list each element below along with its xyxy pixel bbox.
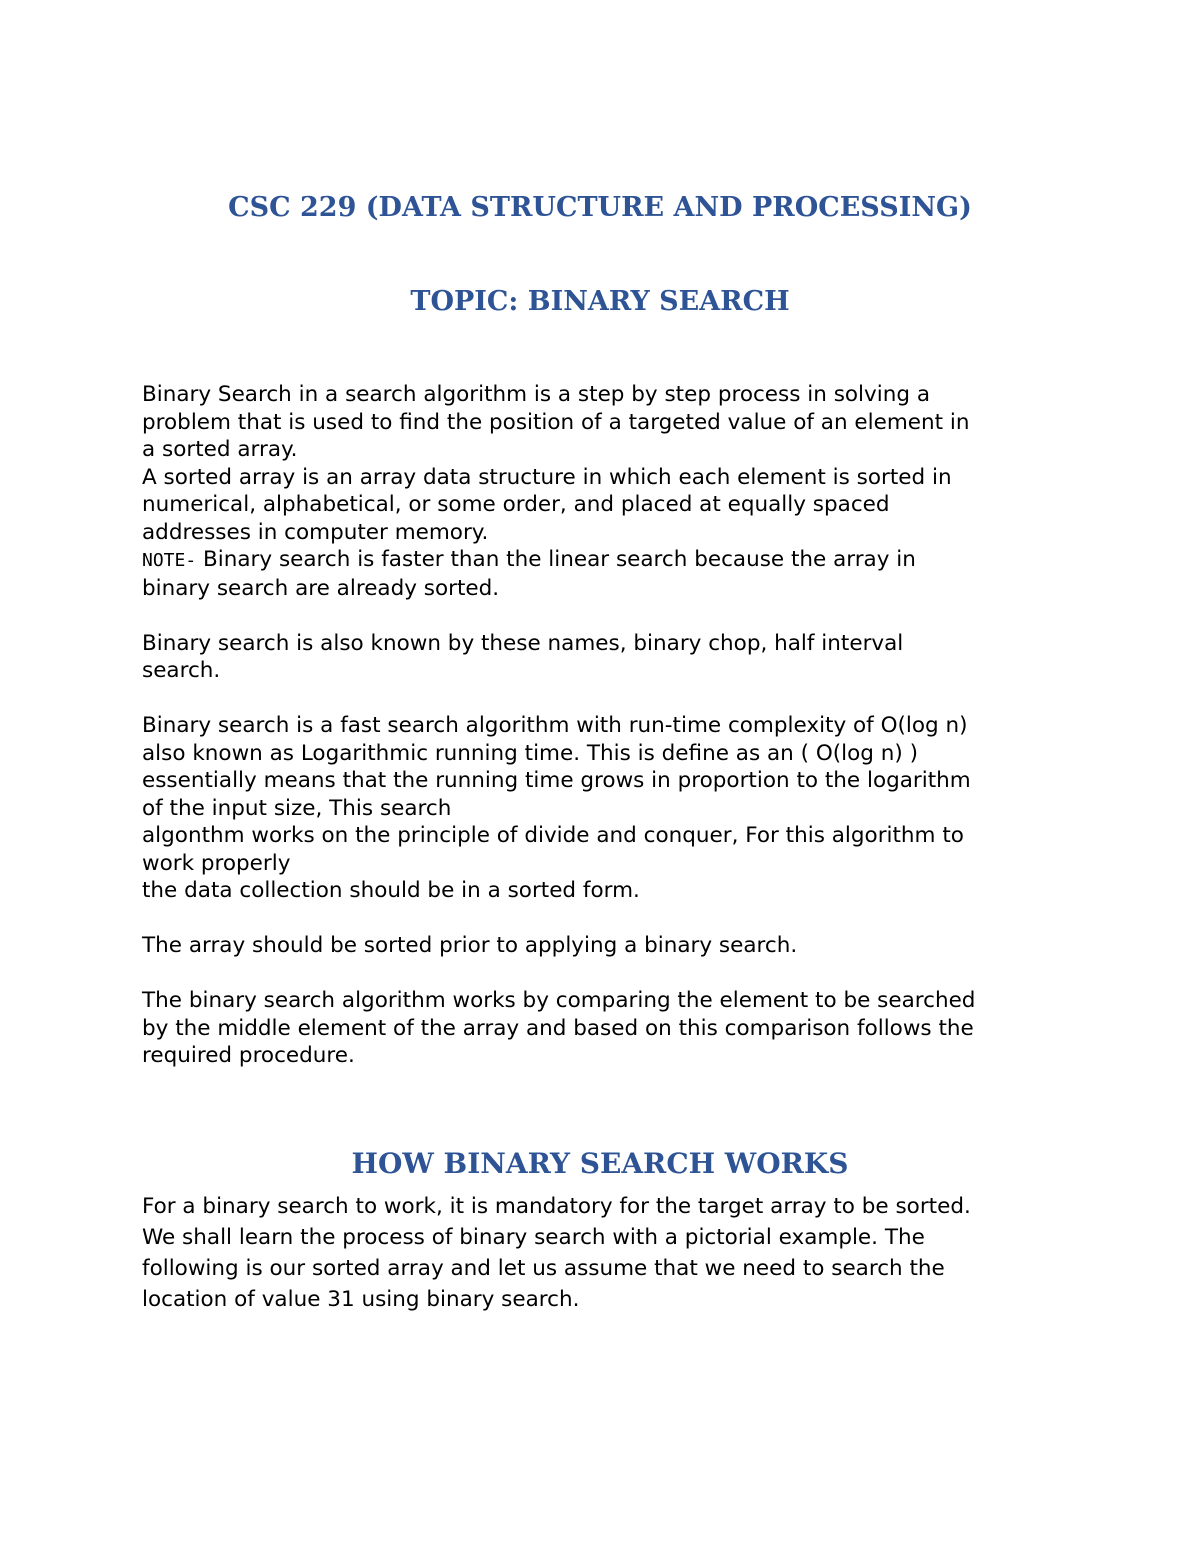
how-line: For a binary search to work, it is mandatory for the target array to be sorted. [142,1194,971,1219]
how-line: following is our sorted array and let us assume that we need to search the [142,1256,945,1281]
how-it-works-title: HOW BINARY SEARCH WORKS [351,1147,849,1180]
note-text: Binary search is faster than the linear search because the array in [196,547,916,572]
how-line: We shall learn the process of binary search with a pictorial example. The [142,1225,925,1250]
names-line: search. [142,658,221,683]
course-title: CSC 229 (DATA STRUCTURE AND PROCESSING) [228,192,972,223]
complexity-line: algonthm works on the principle of divide and conquer, For this algorithm to [142,823,964,848]
body-section-how [142,1191,1082,1315]
complexity-line: work properly [142,850,291,876]
note-label: NOTE- [142,550,197,571]
intro-line: a sorted array. [142,437,298,462]
intro-line: Binary Search in a search algorithm is a step by step process in solving a [142,382,931,407]
sorted-line: The array should be sorted prior to applying a binary search. [142,933,798,958]
complexity-line: of the input size, This search [142,795,452,821]
intro-line: problem that is used to find the position of a targeted value of an element in [142,409,970,435]
complexity-line: Binary search is a fast search algorithm with run-time complexity of O(log n) [142,713,968,738]
intro-line: addresses in computer memory. [142,519,489,545]
complexity-line: essentially means that the running time grows in proportion to the logarithm [142,768,971,793]
comparison-line: by the middle element of the array and based on this comparison follows the [142,1015,974,1041]
topic-title: TOPIC: BINARY SEARCH [410,286,790,317]
complexity-line: the data collection should be in a sorted form. [142,878,640,903]
body-section-intro [142,381,1082,1070]
how-line: location of value 31 using binary search. [142,1287,580,1312]
note-line [142,546,1082,575]
names-line: Binary search is also known by these names, binary chop, half interval [142,630,904,656]
intro-line: numerical, alphabetical, or some order, and placed at equally spaced [142,492,890,517]
note-line: binary search are already sorted. [142,575,500,601]
complexity-line: also known as Logarithmic running time. This is define as an ( O(log n) ) [142,740,918,766]
intro-line: A sorted array is an array data structure in which each element is sorted in [142,464,952,490]
comparison-line: required procedure. [142,1043,355,1068]
comparison-line: The binary search algorithm works by comparing the element to be searched [142,988,976,1013]
